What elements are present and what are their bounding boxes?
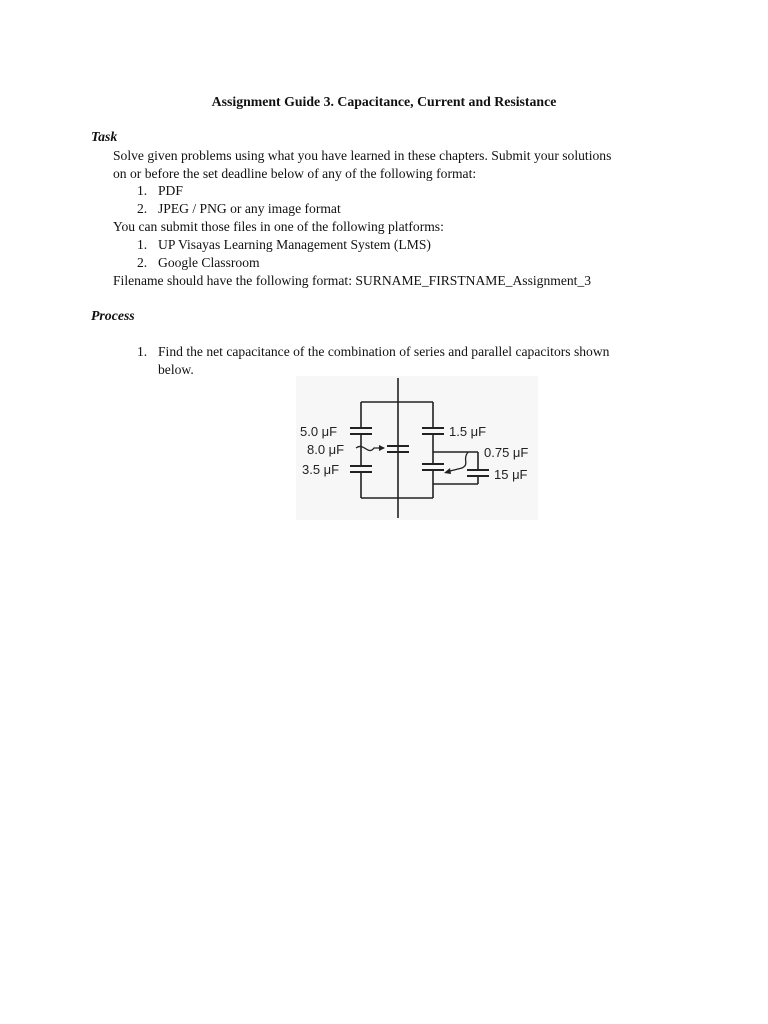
format-item-1-text: PDF [158,183,183,198]
process-item-1-line1: Find the net capacitance of the combination of series and parallel capacitors shown [158,344,610,359]
document-title: Assignment Guide 3. Capacitance, Current and Resistance [211,94,557,109]
label-c3: 3.5 μF [302,462,340,477]
platform-item-2-text: Google Classroom [158,255,260,270]
format-item-2-text: JPEG / PNG or any image format [158,201,341,216]
label-c4: 1.5 μF [449,424,487,439]
label-c5: 0.75 μF [484,445,529,460]
filename-note: Filename should have the following format: SURNAME_FIRSTNAME_Assignment_3 [113,273,592,288]
task-intro-line2: on or before the set deadline below of any of the following format: [113,166,477,181]
platform-item-1-number: 1. [137,237,148,252]
label-c2: 8.0 μF [307,442,345,457]
format-item-1-number: 1. [137,183,148,198]
platforms-intro: You can submit those files in one of the following platforms: [113,219,444,234]
capacitor-circuit-diagram [296,376,538,520]
process-item-1-number: 1. [137,344,148,359]
label-c1: 5.0 μF [300,424,338,439]
task-intro-line1: Solve given problems using what you have learned in these chapters. Submit your solutions [113,148,612,163]
platform-item-1-text: UP Visayas Learning Management System (LMS) [158,237,431,252]
platform-item-2-number: 2. [137,255,148,270]
process-heading: Process [91,308,135,323]
format-item-2-number: 2. [137,201,148,216]
label-c6: 15 μF [494,467,528,482]
task-heading: Task [91,129,118,144]
process-item-1-line2: below. [158,362,194,377]
